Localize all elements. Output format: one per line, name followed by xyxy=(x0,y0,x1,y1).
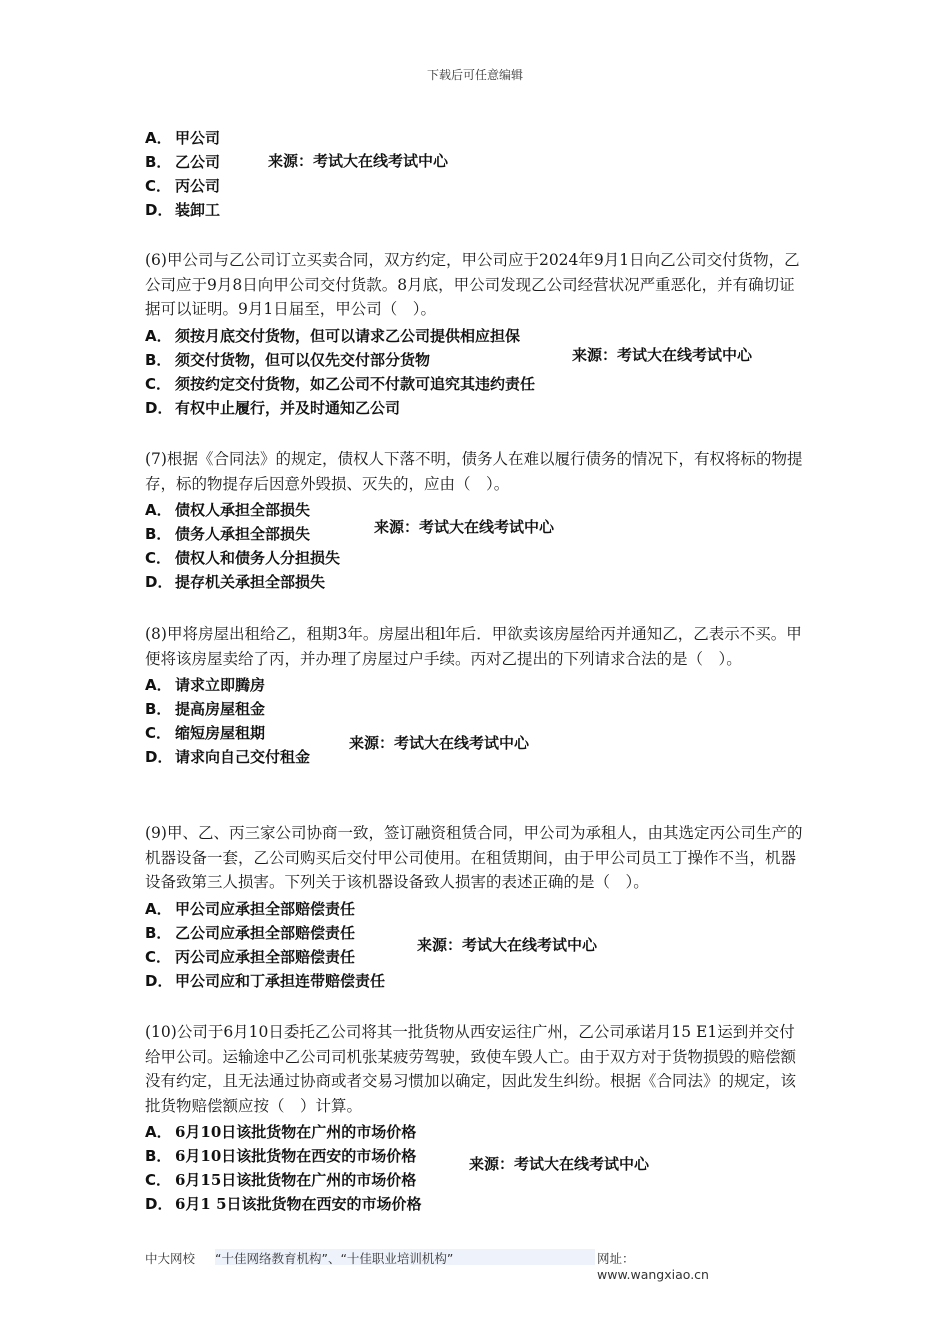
footer-school-name: 中大网校 xyxy=(145,1251,196,1266)
option-d: D． 6月1 5日该批货物在西安的市场价格 xyxy=(145,1195,422,1213)
option-d: D． 有权中止履行，并及时通知乙公司 xyxy=(145,398,401,417)
option-b: B． 须交付货物，但可以仅先交付部分货物 xyxy=(145,350,431,369)
option-a: A． 6月10日该批货物在广州的市场价格 xyxy=(145,1123,417,1141)
option-c: C． 丙公司应承担全部赔偿责任 xyxy=(145,947,356,966)
question-stem: (8)甲将房屋出租给乙，租期3年。房屋出租l年后．甲欲卖该房屋给丙并通知乙，乙表示不买。甲便将该房屋卖给了丙，并办理了房屋过户手续。丙对乙提出的下列请求合法的是（ ）。 xyxy=(145,625,802,668)
question-stem: (6)甲公司与乙公司订立买卖合同，双方约定，甲公司应于2024年9月1日向乙公司交付货物，乙公司应于9月8日向甲公司交付货款。8月底，甲公司发现乙公司经营状况严重恶化，并有确切证据可以证明。9月1日届至，甲公司（ ）。 xyxy=(145,251,800,318)
source-watermark: 来源：考试大在线考试中心 xyxy=(349,734,530,752)
option-c: C． 6月15日该批货物在广州的市场价格 xyxy=(145,1171,417,1189)
option-b: B． 提高房屋租金 xyxy=(145,700,266,718)
question-stem: (7)根据《合同法》的规定，债权人下落不明，债务人在难以履行债务的情况下，有权将标的物提存，标的物提存后因意外毁损、灭失的，应由（ ）。 xyxy=(145,450,803,493)
source-watermark: 来源：考试大在线考试中心 xyxy=(417,936,598,954)
option-b: B． 乙公司 xyxy=(145,153,221,171)
option-c: C． 丙公司 xyxy=(145,177,221,195)
option-b: B． 乙公司应承担全部赔偿责任 xyxy=(145,923,356,942)
option-a: A． 甲公司 xyxy=(145,129,221,147)
source-watermark: 来源：考试大在线考试中心 xyxy=(268,152,449,170)
question-5 xyxy=(145,124,810,222)
option-d: D． 提存机关承担全部损失 xyxy=(145,573,326,591)
options-list xyxy=(145,498,810,594)
question-6 xyxy=(145,248,810,420)
source-watermark: 来源：考试大在线考试中心 xyxy=(469,1155,650,1173)
question-9 xyxy=(145,821,810,993)
options-list xyxy=(145,324,810,420)
option-a: A． 须按月底交付货物，但可以请求乙公司提供相应担保 xyxy=(145,326,521,345)
page-footer xyxy=(145,1249,745,1282)
option-c: C． 须按约定交付货物，如乙公司不付款可追究其违约责任 xyxy=(145,374,536,393)
option-d: D． 请求向自己交付租金 xyxy=(145,748,311,766)
footer-slogan: “十佳网络教育机构”、“十佳职业培训机构” xyxy=(215,1249,595,1265)
source-watermark: 来源：考试大在线考试中心 xyxy=(374,518,555,536)
option-b: B． 债务人承担全部损失 xyxy=(145,525,311,543)
question-stem: (9)甲、乙、丙三家公司协商一致，签订融资租赁合同，甲公司为承租人，由其选定丙公司生产的机器设备一套，乙公司购买后交付甲公司使用。在租赁期间，由于甲公司员工丁操作不当，机器设备致第三人损害。下列关于该机器设备致人损害的表述正确的是（ ）。 xyxy=(145,824,803,891)
options-list xyxy=(145,673,810,769)
option-c: C． 债权人和债务人分担损失 xyxy=(145,549,341,567)
option-d: D． 装卸工 xyxy=(145,201,221,219)
option-a: A． 债权人承担全部损失 xyxy=(145,501,311,519)
option-b: B． 6月10日该批货物在西安的市场价格 xyxy=(145,1147,417,1165)
page-header-note: 下载后可任意编辑 xyxy=(426,68,523,82)
option-d: D． 甲公司应和丁承担连带赔偿责任 xyxy=(145,971,386,990)
footer-website-link[interactable]: 网址：www.wangxiao.cn xyxy=(597,1251,709,1282)
option-a: A． 甲公司应承担全部赔偿责任 xyxy=(145,899,356,918)
question-10 xyxy=(145,1020,810,1216)
option-c: C． 缩短房屋租期 xyxy=(145,724,266,742)
options-list xyxy=(145,126,810,222)
source-watermark: 来源：考试大在线考试中心 xyxy=(572,346,753,364)
question-stem: (10)公司于6月10日委托乙公司将其一批货物从西安运往广州，乙公司承诺月15 E1运到并交付给甲公司。运输途中乙公司司机张某疲劳驾驶，致使车毁人亡。由于双方对于货物损毁的赔偿额没有约定，且无法通过协商或者交易习惯加以确定，因此发生纠纷。根据《合同法》的规定，该批货物赔偿额应按（ ）计算。 xyxy=(145,1023,797,1115)
option-a: A． 请求立即腾房 xyxy=(145,676,266,694)
